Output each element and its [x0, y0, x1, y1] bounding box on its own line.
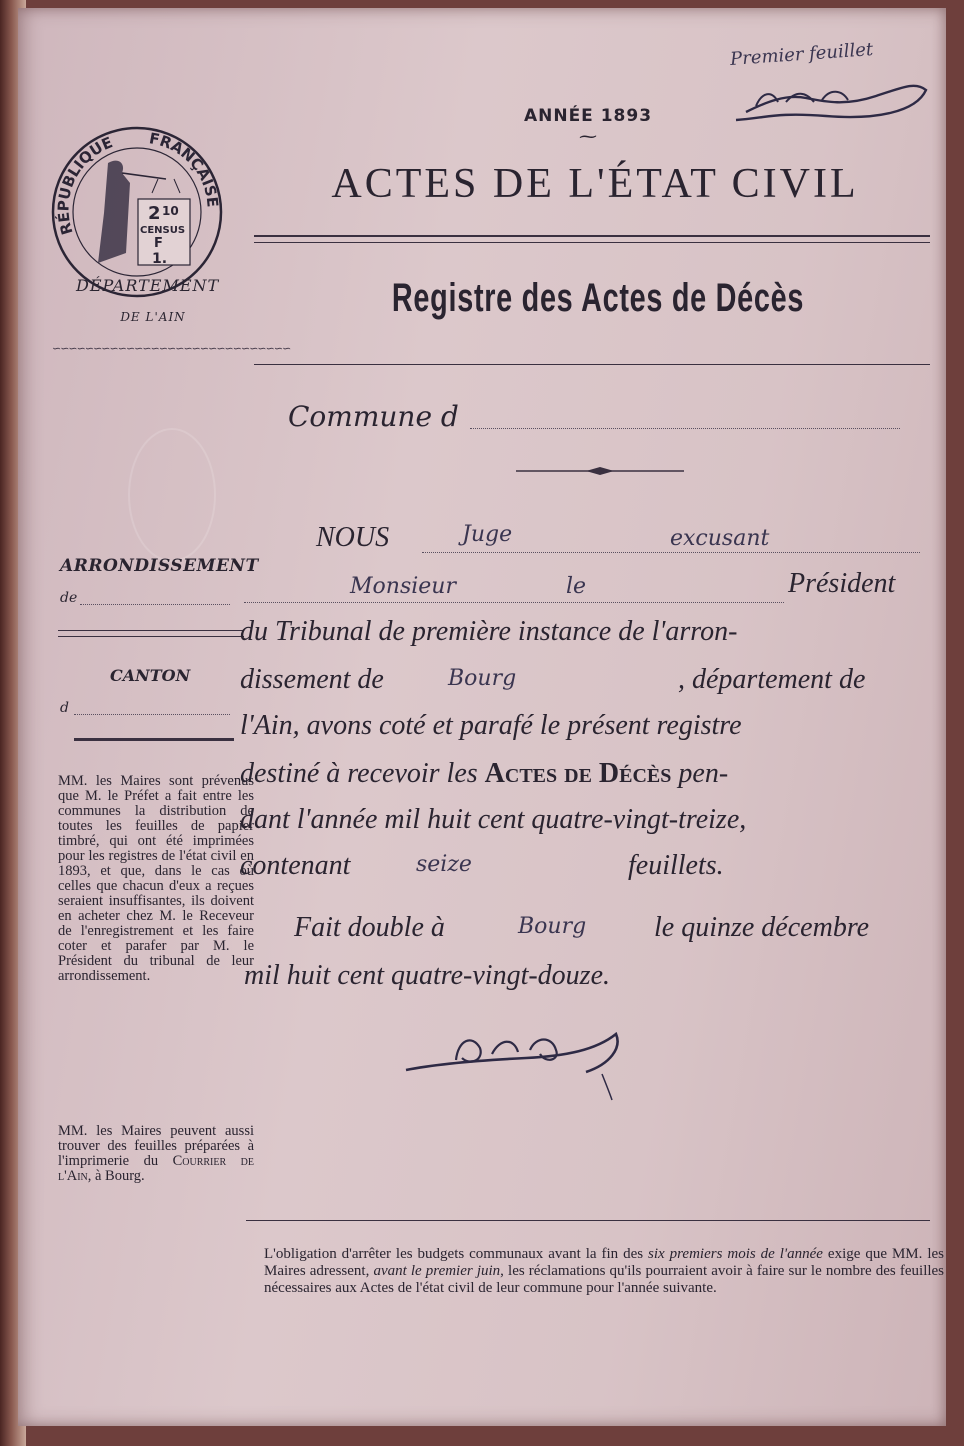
line-1-dots — [422, 552, 920, 553]
embossed-seal — [128, 428, 216, 562]
top-signature — [726, 72, 936, 128]
hand-monsieur: Monsieur — [350, 574, 456, 599]
canton-line — [74, 714, 230, 715]
footnote-rule — [246, 1220, 930, 1221]
maires-note-1: MM. les Maires sont prévenus que M. le Préfet a fait entre les communes la distribution de toutes les feuilles de papier timbré, qui ont été imprimées pour les registres de l'état civil en 1893, et que, dans le cas où celles que chacun d'eux a reçues seraient insuffisantes, ils doivent en acheter chez M. le Receveur de l'enregistrement et les faire coter et parafer par M. le Président du tribunal de leur arrondissement. — [58, 773, 254, 984]
line6-pen: pen- — [678, 758, 729, 789]
body-line-3: du Tribunal de première instance de l'arron- — [240, 616, 738, 647]
main-title: ACTES DE L'ÉTAT CIVIL — [331, 161, 859, 207]
register-page — [18, 8, 946, 1426]
stamp-text-left: RÉPUBLIQUE — [54, 133, 116, 237]
arrondissement-label: ARRONDISSEMENT — [60, 556, 259, 576]
stamp-f: F — [154, 236, 163, 251]
hand-excusant: excusant — [670, 526, 770, 551]
body-line-6 — [240, 758, 728, 790]
note2-courrier: Courrier de l'Ain — [58, 1153, 254, 1184]
stamp-text-right: FRANÇAISE — [147, 129, 222, 208]
hand-bourg-2: Bourg — [518, 914, 587, 939]
body-line-8a: contenant — [240, 850, 351, 881]
center-ornament — [516, 466, 684, 476]
title-rule-1 — [254, 235, 930, 237]
maires-note-2 — [58, 1124, 254, 1184]
body-line-7: dant l'année mil huit cent quatre-vingt-treize, — [240, 804, 747, 835]
subtitle-rule — [254, 364, 930, 365]
line-2-dots — [244, 602, 784, 603]
footnote-part-2: exige que MM. les Maires adressent, — [264, 1246, 945, 1279]
register-subtitle: Registre des Actes de Décès — [391, 276, 805, 320]
footnote-part-1: L'obligation d'arrêter les budgets communaux avant la fin des — [264, 1246, 644, 1262]
arr-rule-2 — [58, 636, 244, 637]
republic-stamp — [48, 123, 226, 301]
department-name: DE L'AIN — [120, 310, 186, 324]
body-line-5: l'Ain, avons coté et parafé le présent registre — [240, 710, 742, 741]
wavy-ornament: ∽∽∽∽∽∽∽∽∽∽∽∽∽∽∽∽∽∽∽∽∽∽∽∽∽∽∽∽∽ — [52, 342, 291, 355]
body-line-10: mil huit cent quatre-vingt-douze. — [244, 960, 610, 991]
hand-le: le — [566, 574, 587, 599]
budget-footnote — [264, 1246, 944, 1297]
canton-d: d — [60, 700, 69, 716]
department-label: DÉPARTEMENT — [76, 276, 220, 295]
commune-dotted-line — [470, 428, 900, 429]
footnote-emphasis-2: avant le premier juin — [373, 1263, 501, 1279]
stamp-value-2: 2 — [148, 203, 161, 224]
hand-juge: Juge — [462, 522, 513, 547]
body-line-8b: feuillets. — [628, 850, 724, 881]
body-line-9b: le quinze décembre — [654, 912, 870, 943]
body-line-4b: , département de — [678, 664, 866, 695]
line6-actes-deces: Actes de Décès — [484, 758, 672, 789]
hand-bourg-1: Bourg — [448, 666, 517, 691]
arrondissement-line — [80, 604, 230, 605]
stamp-one: 1. — [152, 251, 168, 267]
note2-bourg: , à Bourg. — [87, 1168, 145, 1184]
arr-rule-1 — [58, 630, 244, 631]
arrondissement-de: de — [60, 590, 78, 606]
note2-text: MM. les Maires peuvent aussi trouver des feuilles préparées à l'imprimerie du — [58, 1123, 254, 1169]
footnote-part-3: , les réclamations qu'ils pourraient avoir à faire sur le nombre des feuilles nécessaires aux Actes de l'état civil de leur commune pour l'année suivante. — [264, 1263, 945, 1296]
commune-label: Commune d — [288, 400, 459, 433]
body-line-9a: Fait double à — [294, 912, 445, 943]
canton-label: CANTON — [110, 666, 191, 685]
hand-seize: seize — [416, 852, 472, 877]
title-rule-2 — [254, 242, 930, 243]
footnote-emphasis-1: six premiers mois de l'année — [648, 1246, 823, 1262]
body-nous: NOUS — [316, 522, 390, 553]
tilde-ornament: ⁓ — [579, 126, 597, 147]
canton-rule — [74, 738, 234, 741]
line6-text: destiné à recevoir les — [240, 758, 478, 789]
president-signature — [396, 1014, 636, 1104]
stamp-value-10: 10 — [162, 204, 179, 218]
body-president: Président — [788, 568, 896, 599]
body-line-4a: dissement de — [240, 664, 384, 695]
year-heading: ANNÉE 1893 — [523, 106, 653, 126]
stamp-census: CENSUS — [140, 225, 186, 236]
handwritten-premier-feuillet: Premier feuillet — [729, 39, 874, 70]
